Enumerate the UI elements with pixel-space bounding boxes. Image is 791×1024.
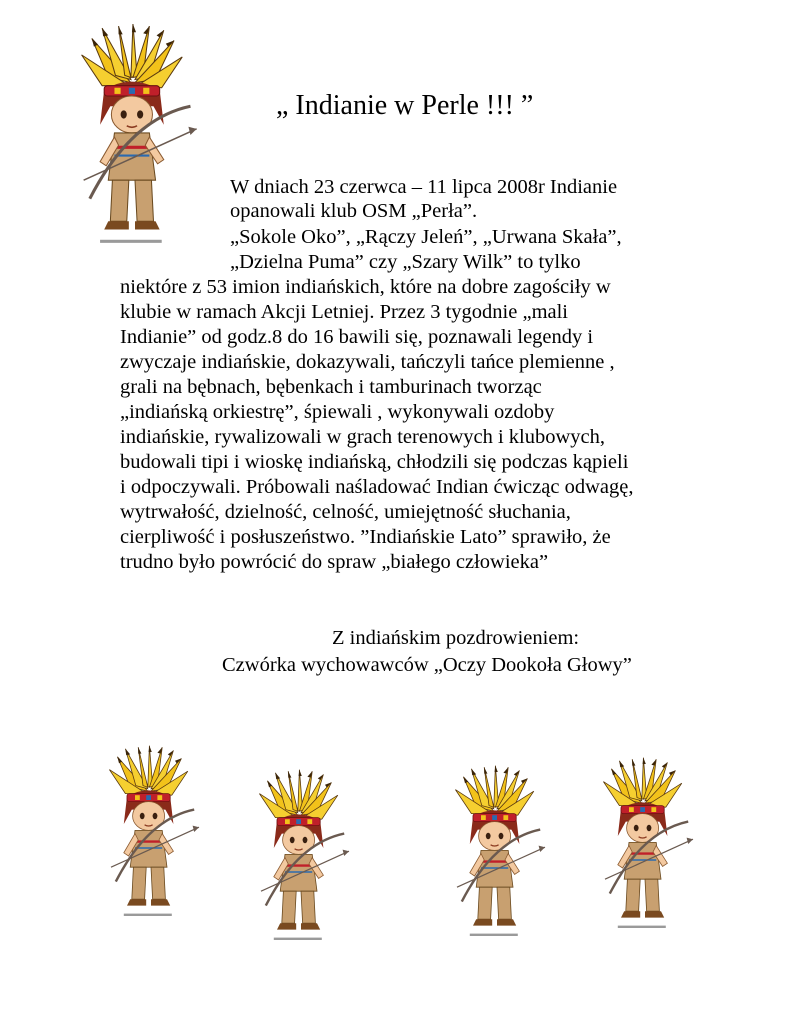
body-line: indiańskie, rywalizowali w grach terenowych i klubowych,: [120, 426, 606, 448]
indian-character-icon: [246, 768, 356, 944]
document-title: „ Indianie w Perle !!! ”: [276, 90, 534, 121]
body-line: klubie w ramach Akcji Letniej. Przez 3 tygodnie „mali: [120, 301, 569, 323]
body-line: „indiańską orkiestrę”, śpiewali , wykonywali ozdoby: [120, 401, 555, 423]
body-line: „Dzielna Puma” czy „Szary Wilk” to tylko: [230, 251, 581, 273]
indian-illustration-bottom-4: [590, 756, 700, 932]
body-line: i odpoczywali. Próbowali naśladować Indian ćwicząc odwagę,: [120, 476, 634, 498]
body-line: cierpliwość i posłuszeństwo. ”Indiańskie Lato” sprawiło, że: [120, 526, 611, 548]
indian-illustration-bottom-2: [246, 768, 356, 944]
body-line: Indianie” od godz.8 do 16 bawili się, poznawali legendy i: [120, 326, 594, 348]
body-line: W dniach 23 czerwca – 11 lipca 2008r Indianie: [230, 176, 618, 198]
indian-illustration-top: [66, 22, 204, 248]
body-line: „Sokole Oko”, „Rączy Jeleń”, „Urwana Skała”,: [230, 226, 622, 248]
body-line: wytrwałość, dzielność, celność, umiejętność słuchania,: [120, 501, 571, 523]
body-line: zwyczaje indiańskie, dokazywali, tańczyli tańce plemienne ,: [120, 351, 615, 373]
indian-illustration-bottom-1: [96, 744, 206, 920]
body-line: grali na bębnach, bębenkach i tamburinach tworząc: [120, 376, 542, 398]
body-line: niektóre z 53 imion indiańskich, które na dobre zagościły w: [120, 276, 611, 298]
body-line: trudno było powrócić do spraw „białego człowieka”: [120, 551, 549, 573]
indian-character-icon: [66, 22, 204, 248]
indian-character-icon: [442, 764, 552, 940]
closing-greeting: Z indiańskim pozdrowieniem:: [332, 627, 580, 649]
indian-illustration-bottom-3: [442, 764, 552, 940]
signature: Czwórka wychowawców „Oczy Dookoła Głowy”: [222, 654, 632, 676]
indian-character-icon: [590, 756, 700, 932]
indian-character-icon: [96, 744, 206, 920]
body-line: opanowali klub OSM „Perła”.: [230, 200, 478, 222]
body-line: budowali tipi i wioskę indiańską, chłodzili się podczas kąpieli: [120, 451, 629, 473]
